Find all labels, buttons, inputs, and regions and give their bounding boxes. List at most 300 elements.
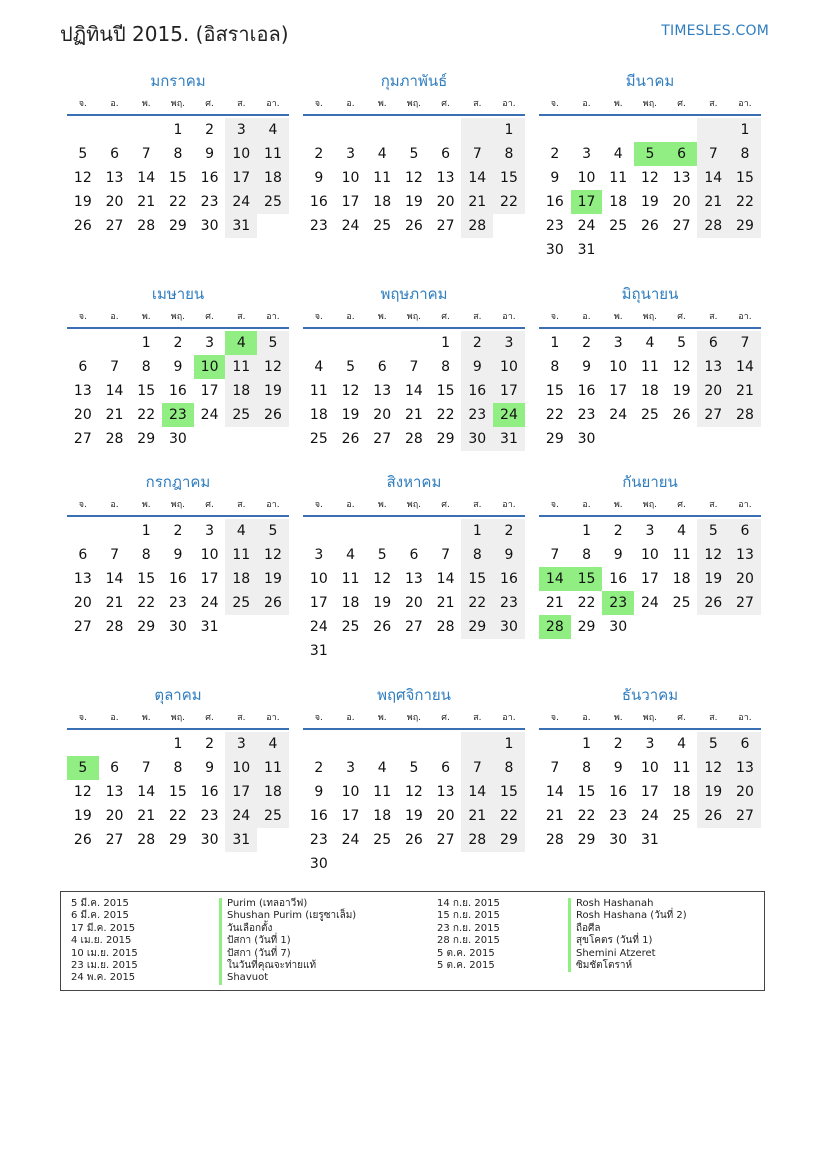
day-cell: 29: [137, 619, 156, 635]
day-cell: 7: [441, 547, 451, 563]
day-cell: 2: [461, 331, 493, 355]
day-cell: 27: [729, 591, 761, 615]
day-cell: 17: [493, 379, 525, 403]
day-cell: 16: [493, 567, 525, 591]
day-cell: 26: [404, 832, 423, 848]
day-cell: 17: [200, 571, 219, 587]
day-cell: 22: [461, 591, 493, 615]
day-cell: 18: [309, 407, 328, 423]
day-cell: 11: [672, 547, 691, 563]
day-cell: 17: [609, 383, 628, 399]
day-cell: 23: [200, 194, 219, 210]
day-cell: 11: [373, 170, 392, 186]
day-cell: 16: [309, 808, 328, 824]
day-cell: 6: [110, 760, 119, 776]
day-cell: 31: [640, 832, 659, 848]
day-cell: 3: [645, 523, 655, 539]
day-cell: 4: [225, 519, 257, 543]
day-cell: 7: [550, 547, 560, 563]
month-name: มิถุนายน: [621, 285, 679, 303]
day-cell: 24: [640, 808, 659, 824]
empty-cell: [539, 519, 571, 543]
day-cell: 13: [105, 784, 124, 800]
day-cell: 19: [373, 595, 392, 611]
day-cell: 16: [200, 784, 219, 800]
day-cell: 3: [582, 146, 591, 162]
day-cell: 18: [609, 194, 628, 210]
holiday-date: 28 ก.ย. 2015: [437, 935, 500, 947]
day-cell: 13: [436, 784, 455, 800]
day-cell: 23: [461, 403, 493, 427]
day-cell: 30: [609, 619, 628, 635]
holiday-name: สุขโคตร (วันที่ 1): [568, 935, 687, 947]
empty-cell: [130, 732, 162, 756]
day-cell: 31: [200, 619, 219, 635]
weekday-label: อ.: [110, 500, 119, 510]
weekday-header: [67, 94, 289, 116]
empty-cell: [398, 732, 430, 756]
day-cell: 3: [645, 736, 655, 752]
weekday-label: พ.: [377, 312, 387, 322]
weekday-label: ศ.: [441, 713, 450, 723]
day-cell: 30: [461, 427, 493, 451]
day-cell: 21: [436, 595, 455, 611]
holiday-name: Rosh Hashana (วันที่ 2): [568, 910, 687, 922]
day-cell: 10: [200, 547, 219, 563]
holiday-name: Shavuot: [219, 972, 356, 984]
day-cell: 6: [441, 760, 451, 776]
weekday-label: ศ.: [677, 99, 686, 109]
weekday-label: อา.: [266, 312, 280, 322]
empty-cell: [461, 118, 493, 142]
day-cell: 15: [493, 780, 525, 804]
day-cell: 14: [137, 170, 156, 186]
weekday-label: พ.: [377, 713, 387, 723]
weekday-label: พ.: [613, 312, 623, 322]
day-cell: 18: [373, 808, 392, 824]
day-cell: 14: [697, 166, 729, 190]
weekday-label: พ.: [141, 99, 151, 109]
weekday-label: อา.: [738, 500, 752, 510]
weekday-header: [67, 708, 289, 730]
weekday-label: จ.: [314, 99, 323, 109]
weekday-label: ส.: [473, 713, 482, 723]
holiday-dates-right: [437, 898, 500, 972]
weekday-label: อา.: [738, 99, 752, 109]
month-name: กันยายน: [622, 473, 678, 491]
day-cell: 15: [436, 383, 455, 399]
holiday-name: ซิมชัตโตราห์: [568, 960, 687, 972]
empty-cell: [99, 732, 131, 756]
day-cell: 6: [78, 359, 88, 375]
day-cell: 11: [225, 543, 257, 567]
day-cell: 2: [582, 335, 591, 351]
day-cell: 8: [582, 547, 591, 563]
day-cell: 25: [225, 403, 257, 427]
day-cell: 10: [609, 359, 628, 375]
day-cell: 6: [441, 146, 451, 162]
day-cell: 15: [137, 571, 156, 587]
day-cell: 8: [173, 760, 183, 776]
day-cell: 10: [341, 784, 360, 800]
day-cell: 7: [461, 142, 493, 166]
empty-cell: [366, 732, 398, 756]
day-cell: 12: [697, 756, 729, 780]
day-cell: 16: [168, 571, 187, 587]
day-cell: 27: [404, 619, 423, 635]
day-cell: 1: [582, 736, 591, 752]
weekday-label: ศ.: [205, 312, 214, 322]
day-cell: 4: [645, 335, 655, 351]
day-cell: 9: [173, 359, 183, 375]
holiday-name: ปัสกา (วันที่ 7): [219, 948, 356, 960]
month-3: [539, 70, 761, 262]
day-cell: 5: [409, 760, 419, 776]
day-cell: 21: [461, 190, 493, 214]
day-cell: 23: [577, 407, 596, 423]
month-2: [303, 70, 525, 238]
weekday-label: พ.: [377, 500, 387, 510]
weekday-label: อ.: [110, 312, 119, 322]
day-cell: 22: [168, 808, 187, 824]
day-cell: 5: [409, 146, 419, 162]
holiday-day-cell: 4: [225, 331, 257, 355]
day-cell: 6: [78, 547, 88, 563]
day-cell: 31: [309, 643, 328, 659]
day-cell: 21: [545, 808, 564, 824]
day-cell: 15: [168, 170, 187, 186]
month-name: กุมภาพันธ์: [380, 72, 448, 90]
day-cell: 15: [577, 784, 596, 800]
month-8: [303, 471, 525, 663]
day-cell: 30: [545, 242, 564, 258]
day-cell: 31: [225, 214, 257, 238]
day-cell: 27: [105, 832, 124, 848]
day-cell: 16: [609, 784, 628, 800]
day-cell: 17: [341, 808, 360, 824]
day-cell: 20: [697, 379, 729, 403]
holiday-date: 5 ต.ค. 2015: [437, 959, 495, 971]
weekday-label: พ.: [377, 99, 387, 109]
weekday-label: อา.: [502, 99, 516, 109]
day-cell: 22: [493, 804, 525, 828]
day-cell: 2: [314, 146, 324, 162]
weekday-label: อ.: [582, 500, 591, 510]
day-cell: 6: [377, 359, 387, 375]
day-cell: 1: [141, 523, 151, 539]
weekday-label: จ.: [550, 500, 559, 510]
holiday-day-cell: 23: [162, 403, 194, 427]
day-cell: 25: [341, 619, 360, 635]
day-cell: 8: [582, 760, 591, 776]
day-cell: 2: [173, 523, 183, 539]
day-cell: 12: [257, 355, 289, 379]
day-cell: 20: [373, 407, 392, 423]
day-cell: 4: [377, 760, 387, 776]
day-cell: 24: [200, 407, 219, 423]
weekday-label: ศ.: [441, 500, 450, 510]
day-cell: 27: [373, 431, 392, 447]
weekday-label: อ.: [346, 713, 355, 723]
weekday-label: ส.: [473, 99, 482, 109]
empty-cell: [366, 118, 398, 142]
month-name: มกราคม: [150, 72, 206, 90]
day-cell: 16: [545, 194, 564, 210]
month-12: [539, 684, 761, 852]
holiday-day-cell: 10: [194, 355, 226, 379]
weekday-label: พ.: [141, 312, 151, 322]
holiday-day-cell: 6: [666, 142, 698, 166]
day-cell: 4: [314, 359, 324, 375]
weekday-label: อา.: [266, 99, 280, 109]
day-cell: 29: [436, 431, 455, 447]
day-grid: [539, 517, 761, 639]
weekday-label: ส.: [709, 713, 718, 723]
day-cell: 16: [309, 194, 328, 210]
month-10: [67, 684, 289, 852]
holiday-day-cell: 17: [571, 190, 603, 214]
holiday-day-cell: 14: [539, 567, 571, 591]
day-cell: 9: [461, 355, 493, 379]
day-cell: 18: [640, 383, 659, 399]
day-cell: 3: [613, 335, 623, 351]
day-cell: 10: [225, 756, 257, 780]
day-cell: 3: [205, 335, 215, 351]
day-cell: 1: [441, 335, 451, 351]
holiday-date: 23 เม.ย. 2015: [71, 959, 138, 971]
weekday-label: จ.: [314, 312, 323, 322]
holiday-name: Rosh Hashanah: [568, 898, 687, 910]
holiday-dates-left: [71, 898, 138, 985]
day-cell: 26: [640, 218, 659, 234]
day-cell: 8: [729, 142, 761, 166]
day-cell: 8: [461, 543, 493, 567]
day-cell: 21: [545, 595, 564, 611]
day-grid: [67, 329, 289, 451]
brand-link[interactable]: TIMESLES.COM: [661, 23, 769, 39]
day-cell: 25: [309, 431, 328, 447]
day-cell: 25: [225, 591, 257, 615]
day-cell: 12: [373, 571, 392, 587]
day-cell: 23: [609, 808, 628, 824]
day-cell: 11: [309, 383, 328, 399]
day-cell: 3: [314, 547, 324, 563]
day-cell: 4: [613, 146, 623, 162]
day-cell: 23: [168, 595, 187, 611]
day-cell: 21: [105, 407, 124, 423]
day-cell: 14: [137, 784, 156, 800]
day-cell: 13: [729, 756, 761, 780]
day-grid: [539, 329, 761, 451]
weekday-label: ส.: [237, 500, 246, 510]
day-cell: 7: [110, 547, 119, 563]
day-cell: 13: [672, 170, 691, 186]
day-cell: 19: [404, 808, 423, 824]
weekday-label: ศ.: [441, 99, 450, 109]
weekday-label: พฤ.: [406, 312, 422, 322]
day-cell: 27: [73, 431, 92, 447]
day-cell: 17: [225, 166, 257, 190]
day-cell: 22: [436, 407, 455, 423]
day-cell: 26: [73, 218, 92, 234]
weekday-label: ศ.: [205, 713, 214, 723]
day-cell: 22: [577, 808, 596, 824]
empty-cell: [335, 519, 367, 543]
day-cell: 6: [697, 331, 729, 355]
day-cell: 29: [168, 218, 187, 234]
day-cell: 9: [550, 170, 560, 186]
day-cell: 21: [729, 379, 761, 403]
weekday-label: ส.: [709, 312, 718, 322]
day-cell: 28: [545, 832, 564, 848]
day-cell: 12: [73, 170, 92, 186]
day-cell: 20: [729, 780, 761, 804]
day-cell: 21: [137, 808, 156, 824]
day-cell: 20: [404, 595, 423, 611]
day-cell: 22: [168, 194, 187, 210]
day-cell: 2: [613, 523, 623, 539]
month-name: พฤษภาคม: [380, 285, 448, 303]
day-cell: 11: [225, 355, 257, 379]
day-cell: 9: [205, 146, 215, 162]
day-cell: 24: [577, 218, 596, 234]
day-cell: 27: [105, 218, 124, 234]
empty-cell: [398, 519, 430, 543]
day-cell: 6: [409, 547, 419, 563]
weekday-label: อ.: [346, 99, 355, 109]
day-cell: 4: [346, 547, 355, 563]
day-cell: 21: [461, 804, 493, 828]
weekday-label: พฤ.: [406, 500, 422, 510]
day-cell: 31: [493, 427, 525, 451]
day-cell: 12: [257, 543, 289, 567]
empty-cell: [99, 331, 131, 355]
day-cell: 29: [137, 431, 156, 447]
day-cell: 10: [309, 571, 328, 587]
day-cell: 1: [173, 122, 183, 138]
day-grid: [303, 329, 525, 451]
month-5: [303, 283, 525, 451]
day-cell: 5: [78, 146, 88, 162]
day-cell: 13: [729, 543, 761, 567]
day-cell: 30: [168, 619, 187, 635]
day-cell: 15: [461, 567, 493, 591]
empty-cell: [398, 118, 430, 142]
day-cell: 4: [257, 118, 289, 142]
empty-cell: [67, 118, 99, 142]
day-cell: 19: [73, 808, 92, 824]
day-cell: 22: [545, 407, 564, 423]
day-cell: 24: [200, 595, 219, 611]
day-cell: 11: [609, 170, 628, 186]
day-cell: 30: [309, 856, 328, 872]
day-cell: 29: [729, 214, 761, 238]
day-cell: 27: [729, 804, 761, 828]
day-cell: 1: [582, 523, 591, 539]
weekday-label: อ.: [346, 500, 355, 510]
day-cell: 8: [493, 756, 525, 780]
day-cell: 27: [436, 832, 455, 848]
empty-cell: [430, 732, 462, 756]
day-cell: 13: [697, 355, 729, 379]
day-cell: 3: [346, 146, 355, 162]
day-cell: 20: [105, 194, 124, 210]
weekday-label: ศ.: [677, 713, 686, 723]
day-cell: 20: [436, 194, 455, 210]
day-cell: 28: [461, 828, 493, 852]
weekday-label: ศ.: [677, 312, 686, 322]
day-cell: 16: [200, 170, 219, 186]
holiday-date: 4 เม.ย. 2015: [71, 935, 132, 947]
day-cell: 1: [461, 519, 493, 543]
day-cell: 28: [436, 619, 455, 635]
day-cell: 24: [640, 595, 659, 611]
day-grid: [539, 116, 761, 262]
day-cell: 4: [257, 732, 289, 756]
day-cell: 5: [257, 519, 289, 543]
day-cell: 22: [137, 407, 156, 423]
day-cell: 9: [493, 543, 525, 567]
day-cell: 11: [672, 760, 691, 776]
day-cell: 16: [168, 383, 187, 399]
weekday-label: พฤ.: [642, 99, 658, 109]
day-cell: 30: [493, 615, 525, 639]
day-cell: 8: [493, 142, 525, 166]
day-cell: 10: [640, 760, 659, 776]
day-cell: 17: [200, 383, 219, 399]
day-cell: 19: [257, 567, 289, 591]
holiday-day-cell: 5: [67, 756, 99, 780]
empty-cell: [634, 118, 666, 142]
empty-cell: [303, 118, 335, 142]
month-6: [539, 283, 761, 451]
month-9: [539, 471, 761, 639]
day-cell: 23: [200, 808, 219, 824]
day-cell: 23: [309, 832, 328, 848]
day-grid: [67, 116, 289, 238]
day-cell: 9: [173, 547, 183, 563]
holiday-date: 5 มี.ค. 2015: [71, 898, 129, 909]
day-cell: 1: [729, 118, 761, 142]
day-cell: 21: [137, 194, 156, 210]
day-cell: 30: [609, 832, 628, 848]
day-cell: 24: [309, 619, 328, 635]
page-title: ปฏิทินปี 2015. (อิสราเอล): [60, 22, 289, 46]
day-cell: 18: [341, 595, 360, 611]
day-cell: 8: [141, 359, 151, 375]
day-cell: 12: [640, 170, 659, 186]
holiday-date: 14 ก.ย. 2015: [437, 898, 500, 909]
day-cell: 18: [225, 567, 257, 591]
day-cell: 11: [373, 784, 392, 800]
holiday-name: Purim (เทลอาวีฟ): [219, 898, 356, 910]
day-cell: 6: [110, 146, 119, 162]
day-cell: 10: [640, 547, 659, 563]
holiday-name: ในวันที่คุณจะท่ายแท้: [219, 960, 356, 972]
day-cell: 12: [672, 359, 691, 375]
day-cell: 26: [257, 403, 289, 427]
day-cell: 31: [225, 828, 257, 852]
day-cell: 24: [341, 832, 360, 848]
day-cell: 24: [341, 218, 360, 234]
weekday-label: อา.: [502, 312, 516, 322]
day-cell: 13: [73, 571, 92, 587]
month-name: เมษายน: [151, 285, 205, 303]
day-cell: 28: [697, 214, 729, 238]
weekday-label: ส.: [709, 99, 718, 109]
day-cell: 26: [697, 591, 729, 615]
day-cell: 16: [609, 571, 628, 587]
